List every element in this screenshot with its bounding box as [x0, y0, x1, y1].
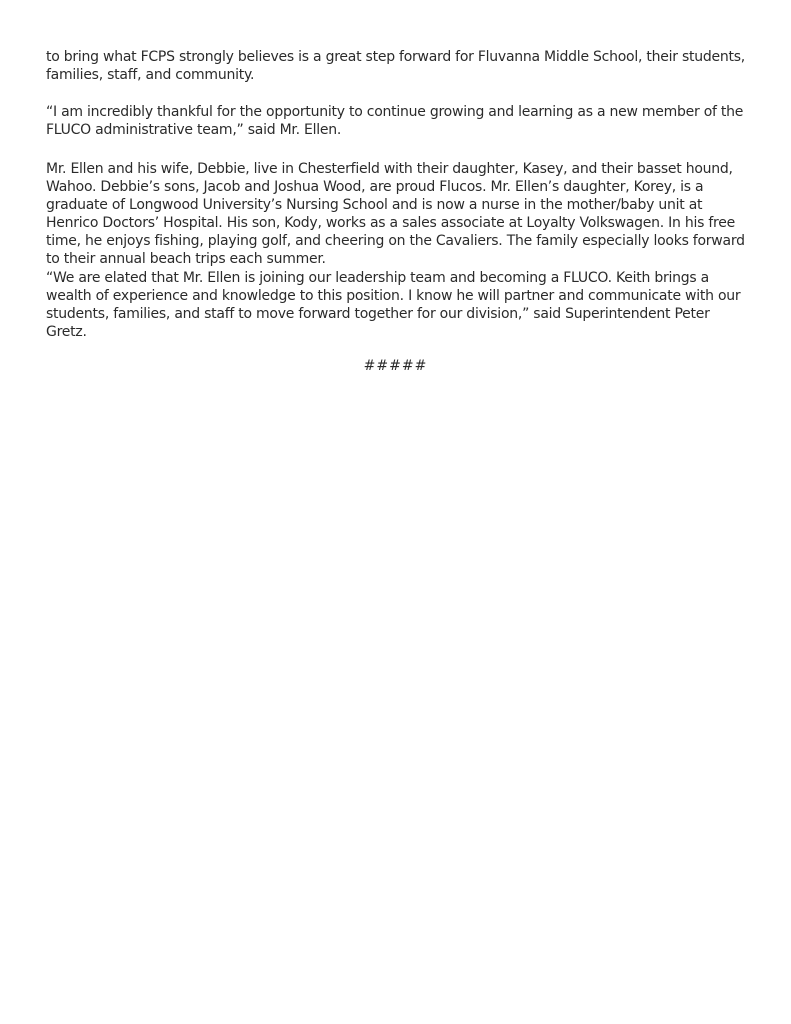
paragraph-intro-continuation: to bring what FCPS strongly believes is a great step forward for Fluvanna Middle School, their students, families, staff, and community.: [46, 49, 745, 83]
paragraph-family-bio: Mr. Ellen and his wife, Debbie, live in Chesterfield with their daughter, Kasey, and their basset hound, Wahoo. Debbie’s sons, Jacob and Joshua Wood, are proud Flucos. Mr. Ellen’s daughter, Korey, is a graduate of Longwood University’s Nursing School and is now a nurse in the mother/baby unit at Henrico Doctors’ Hospital. His son, Kody, works as a sales associate at Loyalty Volkswagen. In his free time, he enjoys fishing, playing golf, and cheering on the Cavaliers. The family especially looks forward to their annual beach trips each summer.: [46, 161, 745, 267]
end-of-release-mark: #####: [363, 358, 428, 374]
paragraph-superintendent-quote: “We are elated that Mr. Ellen is joining our leadership team and becoming a FLUCO. Keith brings a wealth of experience and knowledge to this position. I know he will partner and communicate with our students, families, and staff to move forward together for our division,” said Superintendent Peter Gretz.: [46, 270, 741, 340]
paragraph-ellen-quote: “I am incredibly thankful for the opportunity to continue growing and learning as a new member of the FLUCO administrative team,” said Mr. Ellen.: [46, 104, 744, 138]
